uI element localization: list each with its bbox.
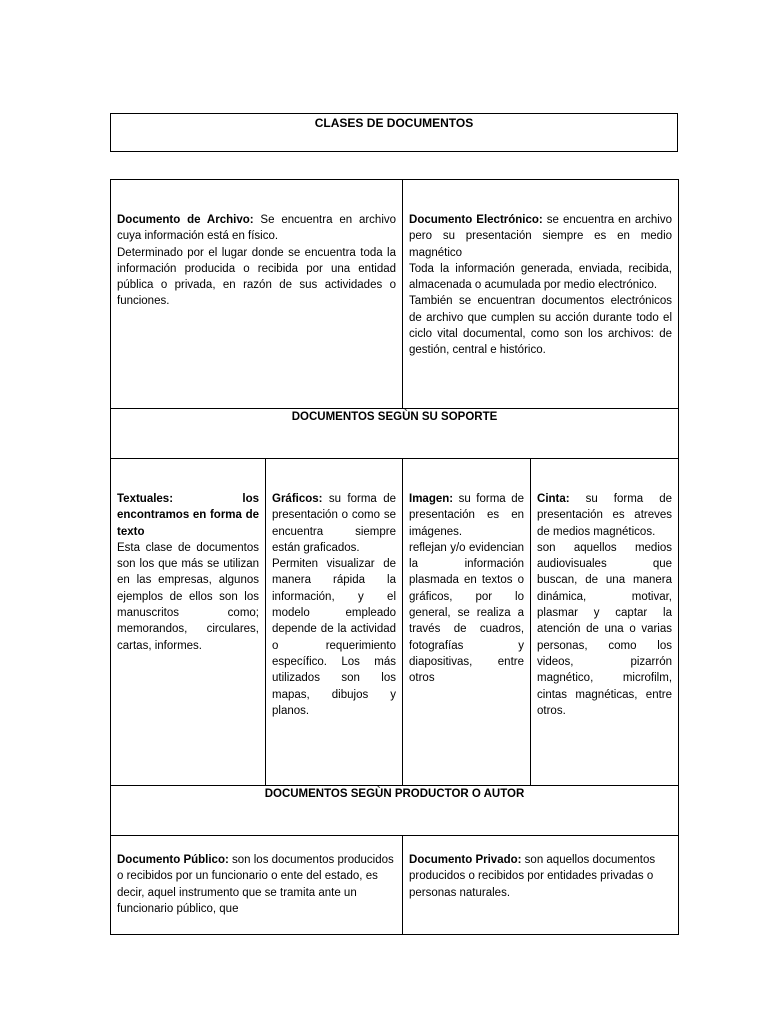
imagen-label: Imagen: [409,493,454,505]
textuales-label: Textuales: [117,493,174,505]
archivo-text1: Se encuentra en archivo cuya información está en físico. [117,214,397,243]
cinta-label: Cinta: [537,493,570,505]
electronico-text3: También se encuentran documentos electrónicos de archivo que cumplen su acción durante todo el ciclo vital documental, como son los archivos: de gestión, central e histórico. [409,295,673,357]
textuales-text1: los encontramos en forma de texto [117,493,259,538]
cell-documento-archivo [111,180,403,409]
autor-header: DOCUMENTOS SEGÙN PRODUCTOR O AUTOR [111,786,679,836]
cinta-text2: son aquellos medios audiovisuales que buscan, de una manera dinámica, motivar, plasmar y captar la atención de una o varias personas, como los videos, pizarrón magnético, microfilm, cintas magnéticas, entre otros. [537,541,673,717]
imagen-text1: su forma de presentación es en imágenes. [409,493,525,538]
graficos-text2: Permiten visualizar de manera rápida la información, y el modelo empleado depende de la actividad o requerimiento específico. Los más utilizados son los mapas, dibujos y planos. [272,558,397,717]
cinta-text1: su forma de presentación es atreves de medios magnéticos. [537,493,673,538]
electronico-text1: se encuentra en archivo pero su presentación siempre es en medio magnético [409,214,673,259]
publico-label: Documento Público: [117,854,229,866]
page-title: CLASES DE DOCUMENTOS [314,116,474,130]
graficos-label: Gráficos: [272,493,323,505]
cell-graficos [266,459,403,786]
electronico-label: Documento Electrónico: [409,214,543,226]
textuales-text2: Esta clase de documentos son los que más se utilizan en las empresas, algunos ejemplos de ellos son los manuscritos como; memorandos, circulares, cartas, informes. [117,541,259,652]
soporte-header: DOCUMENTOS SEGÙN SU SOPORTE [111,409,679,459]
cell-documento-publico [111,836,403,935]
privado-text1: son aquellos documentos producidos o recibidos por entidades privadas o personas naturales. [409,854,656,899]
cell-documento-electronico [403,180,679,409]
graficos-text1: su forma de presentación o como se encuentra siempre están graficados. [272,493,397,554]
archivo-text2: Determinado por el lugar donde se encuentra toda la información producida o recibida por una entidad pública o privada, en razón de sus actividades o funciones. [117,246,397,308]
cell-textuales [111,459,266,786]
publico-text1: son los documentos producidos o recibidos por un funcionario o ente del estado, es decir, aquel instrumento que se tramita ante un funcionario público, que [117,854,394,915]
archivo-label: Documento de Archivo: [117,214,254,226]
cell-documento-privado [403,836,679,935]
title-box [110,113,678,152]
privado-label: Documento Privado: [409,854,522,866]
electronico-text2: Toda la información generada, enviada, recibida, almacenada o acumulada por medio electrónico. [409,262,673,292]
cell-cinta [531,459,679,786]
document-classes-table [110,179,679,935]
cell-imagen [403,459,531,786]
imagen-text2: reflejan y/o evidencian la información plasmada en textos o gráficos, por lo general, se realiza a través de cuadros, fotografías y diapositivas, entre otros [409,541,525,685]
